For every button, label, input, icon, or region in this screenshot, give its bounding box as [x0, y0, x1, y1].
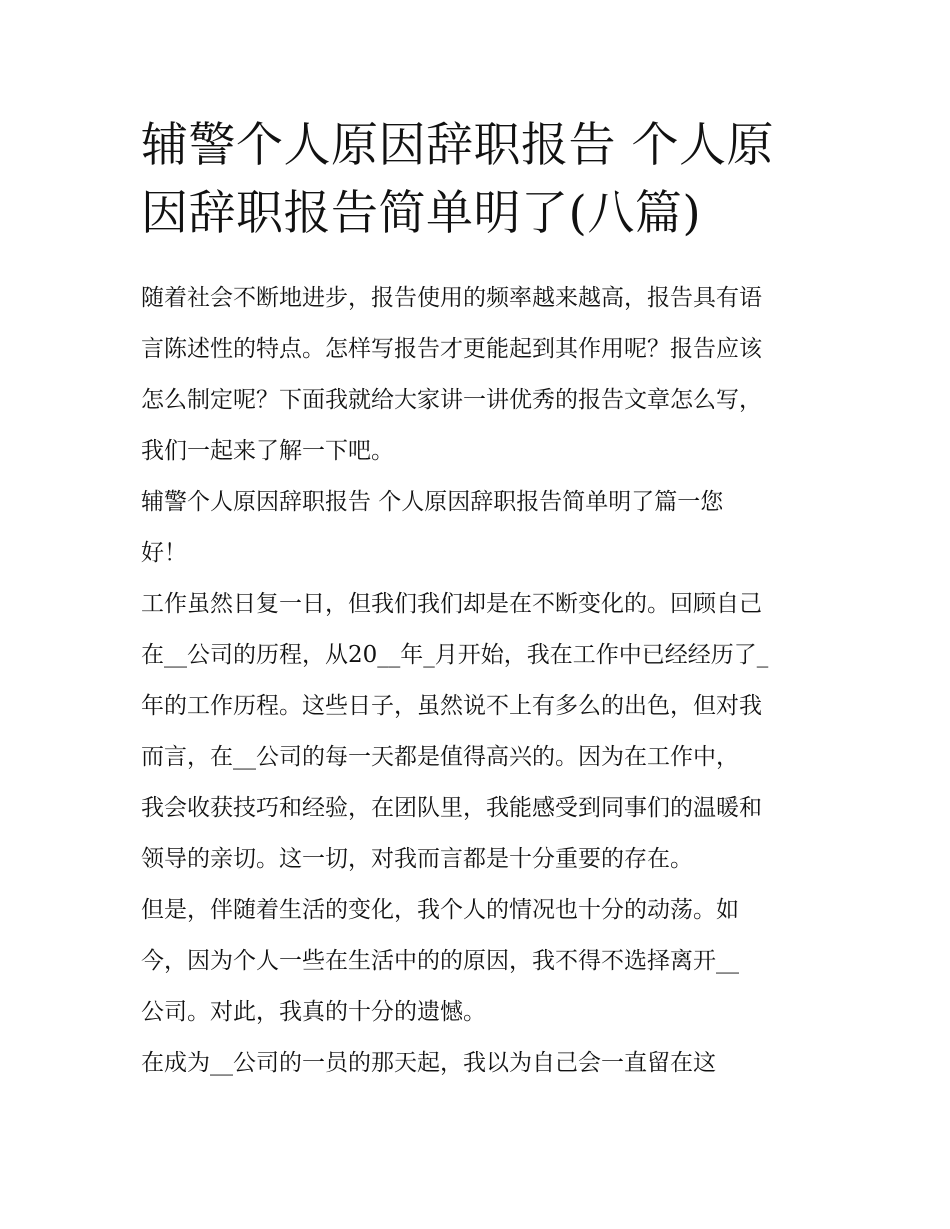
body-paragraph-work-history: 工作虽然日复一日，但我们我们却是在不断变化的。回顾自己 在__公司的历程，从20__年_月开始，我在工作中已经经历了_ 年的工作历程。这些日子，虽然说不上有多么的出色，但对我 而言，在__公司的每一天都是值得高兴的。因为在工作中， 我会收获技巧和经验，在团队里，我能感受到同事们的温暖和 领导的亲切。这一切，对我而言都是十分重要的存在。: [141, 591, 769, 872]
document-body: [141, 112, 821, 1089]
intro-paragraph: 随着社会不断地进步，报告使用的频率越来越高，报告具有语 言陈述性的特点。怎样写报告才更能起到其作用呢？报告应该 怎么制定呢？下面我就给大家讲一讲优秀的报告文章怎么写， 我们一起来了解一下吧。: [141, 285, 762, 464]
body-paragraph-closing: 在成为__公司的一员的那天起，我以为自己会一直留在这: [141, 1050, 716, 1076]
body-paragraph-reason: 但是，伴随着生活的变化，我个人的情况也十分的动荡。如 今，因为个人一些在生活中的的原因，我不得不选择离开__ 公司。对此，我真的十分的遗憾。: [141, 897, 739, 1025]
section-heading-paragraph: 辅警个人原因辞职报告 个人原因辞职报告简单明了篇一您 好！: [141, 489, 724, 566]
document-title-text: 辅警个人原因辞职报告 个人原 因辞职报告简单明了(八篇): [141, 118, 774, 241]
document-title: [141, 112, 821, 248]
